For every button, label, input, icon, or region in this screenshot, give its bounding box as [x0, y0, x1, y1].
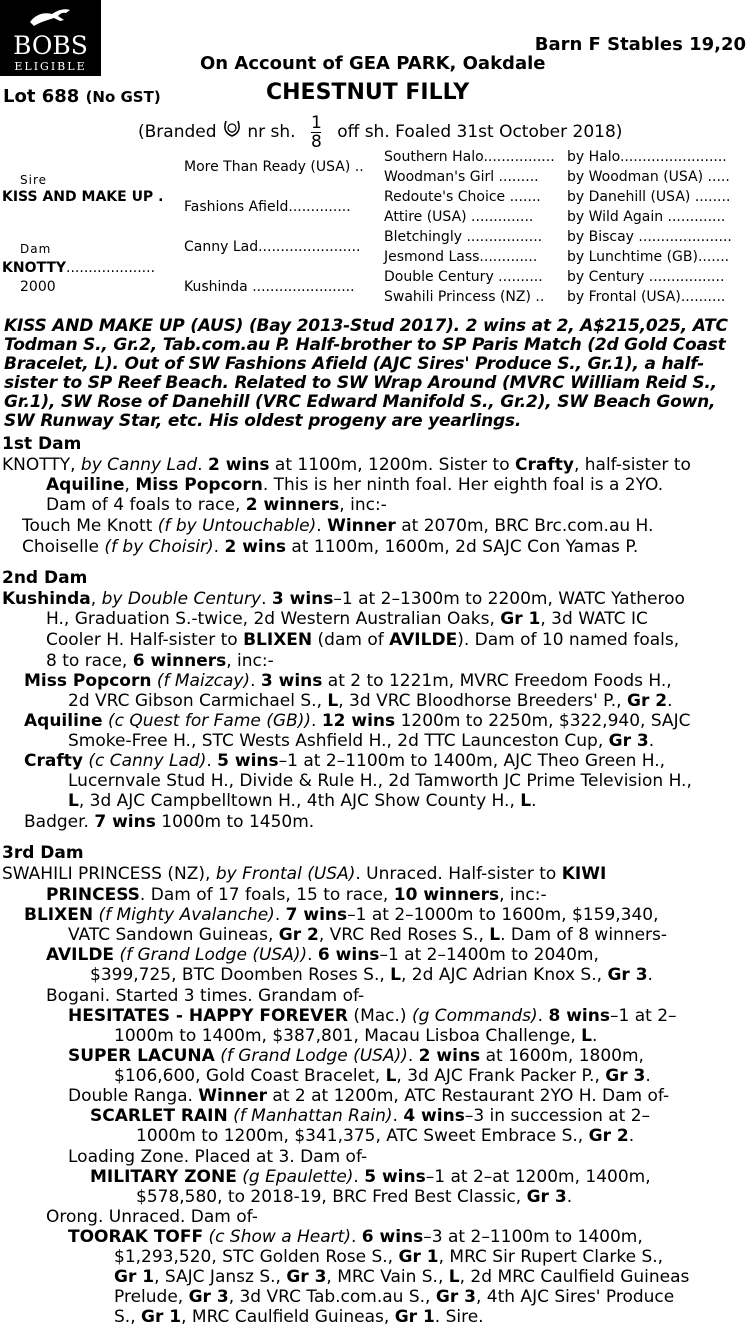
dam-name-row: [2, 258, 155, 278]
dam3-line: Gr 1, SAJC Jansz S., Gr 3, MRC Vain S., L, 2d MRC Caulfield Guineas: [114, 1267, 690, 1287]
dam3-line: VATC Sandown Guineas, Gr 2, VRC Red Roses S., L. Dam of 8 winners-: [68, 925, 668, 945]
brand-info: [138, 114, 622, 151]
branded-mid: nr sh.: [247, 122, 296, 142]
dam-sire: Canny Lad.......................: [184, 239, 361, 255]
sire-summary: KISS AND MAKE UP (AUS) (Bay 2013-Stud 2017). 2 wins at 2, A$215,025, ATC Todman S., Gr.2, Tab.com.au P. Half-brother to SP Paris Match (2d Gold Coast Bracelet, L). Out of SW Fashions Afield (AJC Sires' Produce S., Gr.1), a half-sister to SP Reef Beach. Related to SW Wrap Around (MVRC William Reid S., Gr.1), SW Rose of Danehill (VRC Edward Manifold S., Gr.2), SW Beach Gown, SW Runway Star, etc. His oldest progeny are yearlings.: [4, 316, 728, 431]
dam2-line: Cooler H. Half-sister to BLIXEN (dam of AVILDE). Dam of 10 named foals,: [46, 630, 680, 650]
dam3-line: 1000m to 1200m, $341,375, ATC Sweet Embrace S., Gr 2.: [136, 1126, 635, 1146]
vendor-account: On Account of GEA PARK, Oakdale: [200, 53, 546, 74]
dam2-line: Lucernvale Stud H., Divide & Rule H., 2d Tamworth JC Prime Television H.,: [68, 771, 692, 791]
dam3-line: HESITATES - HAPPY FOREVER (Mac.) (g Commands). 8 wins–1 at 2–: [68, 1006, 677, 1026]
ggp-name-3: Attire (USA) ..............: [384, 209, 534, 225]
dam2-line: Crafty (c Canny Lad). 5 wins–1 at 2–1100m to 1400m, AJC Theo Green H.,: [24, 751, 666, 771]
fraction-denominator: 8: [310, 132, 322, 152]
branded-suffix: off sh. Foaled 31st October 2018): [337, 122, 623, 142]
dam2-line: 2d VRC Gibson Carmichael S., L, 3d VRC Bloodhorse Breeders' P., Gr 2.: [68, 691, 673, 711]
dam-dam: Kushinda .......................: [184, 279, 355, 295]
dam1-line: Choiselle (f by Choisir). 2 wins at 1100m, 1600m, 2d SAJC Con Yamas P.: [22, 537, 639, 557]
dam3-line: Orong. Unraced. Dam of-: [46, 1207, 258, 1227]
dam-label: Dam: [20, 242, 52, 256]
third-dam-heading: 3rd Dam: [2, 843, 84, 863]
dam2-line: H., Graduation S.-twice, 2d Western Australian Oaks, Gr 1, 3d WATC IC: [46, 609, 648, 629]
brand-mark-icon: [222, 117, 242, 139]
ggp-sire-3: by Wild Again .............: [567, 209, 726, 225]
dam3-line: 1000m to 1400m, $387,801, Macau Lisboa Challenge, L.: [114, 1026, 598, 1046]
sire-dam: Fashions Afield..............: [184, 199, 351, 215]
dam3-line: Bogani. Started 3 times. Grandam of-: [46, 986, 365, 1006]
dam3-line: SUPER LACUNA (f Grand Lodge (USA)). 2 wins at 1600m, 1800m,: [68, 1046, 644, 1066]
dam2-line: L, 3d AJC Campbelltown H., 4th AJC Show County H., L.: [68, 791, 537, 811]
dam3-line: BLIXEN (f Mighty Avalanche). 7 wins–1 at 2–1000m to 1600m, $159,340,: [24, 905, 659, 925]
dam2-line: 8 to race, 6 winners, inc:-: [46, 651, 274, 671]
dam3-line: Prelude, Gr 3, 3d VRC Tab.com.au S., Gr 3, 4th AJC Sires' Produce: [114, 1287, 675, 1307]
dam3-line: SCARLET RAIN (f Manhattan Rain). 4 wins–3 in succession at 2–: [90, 1106, 651, 1126]
lot-number: [3, 86, 161, 107]
dam3-line: AVILDE (f Grand Lodge (USA)). 6 wins–1 at 2–1400m to 2040m,: [46, 945, 599, 965]
ggp-name-5: Jesmond Lass.............: [384, 249, 538, 265]
dam1-line: Touch Me Knott (f by Untouchable). Winner at 2070m, BRC Brc.com.au H.: [22, 516, 654, 536]
dam1-line: Aquiline, Miss Popcorn. This is her ninth foal. Her eighth foal is a 2YO.: [46, 475, 664, 495]
ggp-name-4: Bletchingly .................: [384, 229, 543, 245]
ggp-sire-4: by Biscay .....................: [567, 229, 732, 245]
ggp-sire-1: by Woodman (USA) .....: [567, 169, 730, 185]
dam2-line: Kushinda, by Double Century. 3 wins–1 at 2–1300m to 2200m, WATC Yatheroo: [2, 589, 685, 609]
ggp-name-1: Woodman's Girl .........: [384, 169, 539, 185]
dam3-line: $399,725, BTC Doomben Roses S., L, 2d AJC Adrian Knox S., Gr 3.: [90, 965, 653, 985]
logo-subtitle: ELIGIBLE: [14, 60, 87, 73]
dam3-line: $1,293,520, STC Golden Rose S., Gr 1, MRC Sir Rupert Clarke S.,: [114, 1247, 664, 1267]
dam3-line: $578,580, to 2018-19, BRC Fred Best Classic, Gr 3.: [136, 1187, 573, 1207]
foaled-year: 2000: [20, 279, 56, 295]
ggp-sire-5: by Lunchtime (GB).......: [567, 249, 730, 265]
first-dam-heading: 1st Dam: [2, 434, 82, 454]
sire-label: Sire: [20, 173, 48, 187]
branded-prefix: (Branded: [138, 122, 217, 142]
ggp-name-6: Double Century ..........: [384, 269, 543, 285]
dam3-line: MILITARY ZONE (g Epaulette). 5 wins–1 at 2–at 1200m, 1400m,: [90, 1167, 651, 1187]
dam1-line: Dam of 4 foals to race, 2 winners, inc:-: [46, 495, 387, 515]
sire-sire: More Than Ready (USA) ..: [184, 159, 364, 175]
second-dam-heading: 2nd Dam: [2, 568, 88, 588]
dam3-line: Double Ranga. Winner at 2 at 1200m, ATC Restaurant 2YO H. Dam of-: [68, 1086, 670, 1106]
dam3-line: TOORAK TOFF (c Show a Heart). 6 wins–3 at 2–1100m to 1400m,: [68, 1227, 643, 1247]
barn-location: Barn F Stables 19,20: [534, 34, 746, 55]
bobs-logo: [0, 0, 101, 76]
ggp-sire-6: by Century .................: [567, 269, 725, 285]
dam3-line: PRINCESS. Dam of 17 foals, 15 to race, 10 winners, inc:-: [46, 885, 547, 905]
gst-note: (No GST): [85, 88, 161, 106]
dam2-line: Smoke-Free H., STC Wests Ashfield H., 2d TTC Launceston Cup, Gr 3.: [68, 731, 655, 751]
dam2-line: Miss Popcorn (f Maizcay). 3 wins at 2 to 1221m, MVRC Freedom Foods H.,: [24, 671, 672, 691]
dam1-line: KNOTTY, by Canny Lad. 2 wins at 1100m, 1200m. Sister to Crafty, half-sister to: [2, 455, 691, 475]
dam3-line: S., Gr 1, MRC Caulfield Guineas, Gr 1. Sire.: [114, 1307, 484, 1327]
dam3-line: $106,600, Gold Coast Bracelet, L, 3d AJC Frank Packer P., Gr 3.: [114, 1066, 651, 1086]
lot-label: Lot 688: [3, 86, 80, 107]
ggp-sire-0: by Halo........................: [567, 149, 727, 165]
dam2-line: Badger. 7 wins 1000m to 1450m.: [24, 812, 315, 832]
dam2-line: Aquiline (c Quest for Fame (GB)). 12 wins 1200m to 2250m, $322,940, SAJC: [24, 711, 691, 731]
ggp-sire-2: by Danehill (USA) ........: [567, 189, 731, 205]
ggp-name-0: Southern Halo................: [384, 149, 555, 165]
ggp-sire-7: by Frontal (USA)..........: [567, 289, 726, 305]
dam3-line: SWAHILI PRINCESS (NZ), by Frontal (USA). Unraced. Half-sister to KIWI: [2, 864, 607, 884]
dam-name: KNOTTY: [2, 260, 67, 276]
horse-icon: [28, 6, 72, 28]
brand-fraction: [311, 114, 322, 151]
fraction-numerator: 1: [310, 113, 322, 133]
logo-title: BOBS: [13, 31, 88, 60]
ggp-name-2: Redoute's Choice .......: [384, 189, 541, 205]
dam3-line: Loading Zone. Placed at 3. Dam of-: [68, 1147, 368, 1167]
dam-dots: ....................: [66, 260, 156, 276]
sire-name: KISS AND MAKE UP .: [2, 189, 164, 205]
ggp-name-7: Swahili Princess (NZ) ..: [384, 289, 545, 305]
horse-description: CHESTNUT FILLY: [266, 80, 470, 105]
